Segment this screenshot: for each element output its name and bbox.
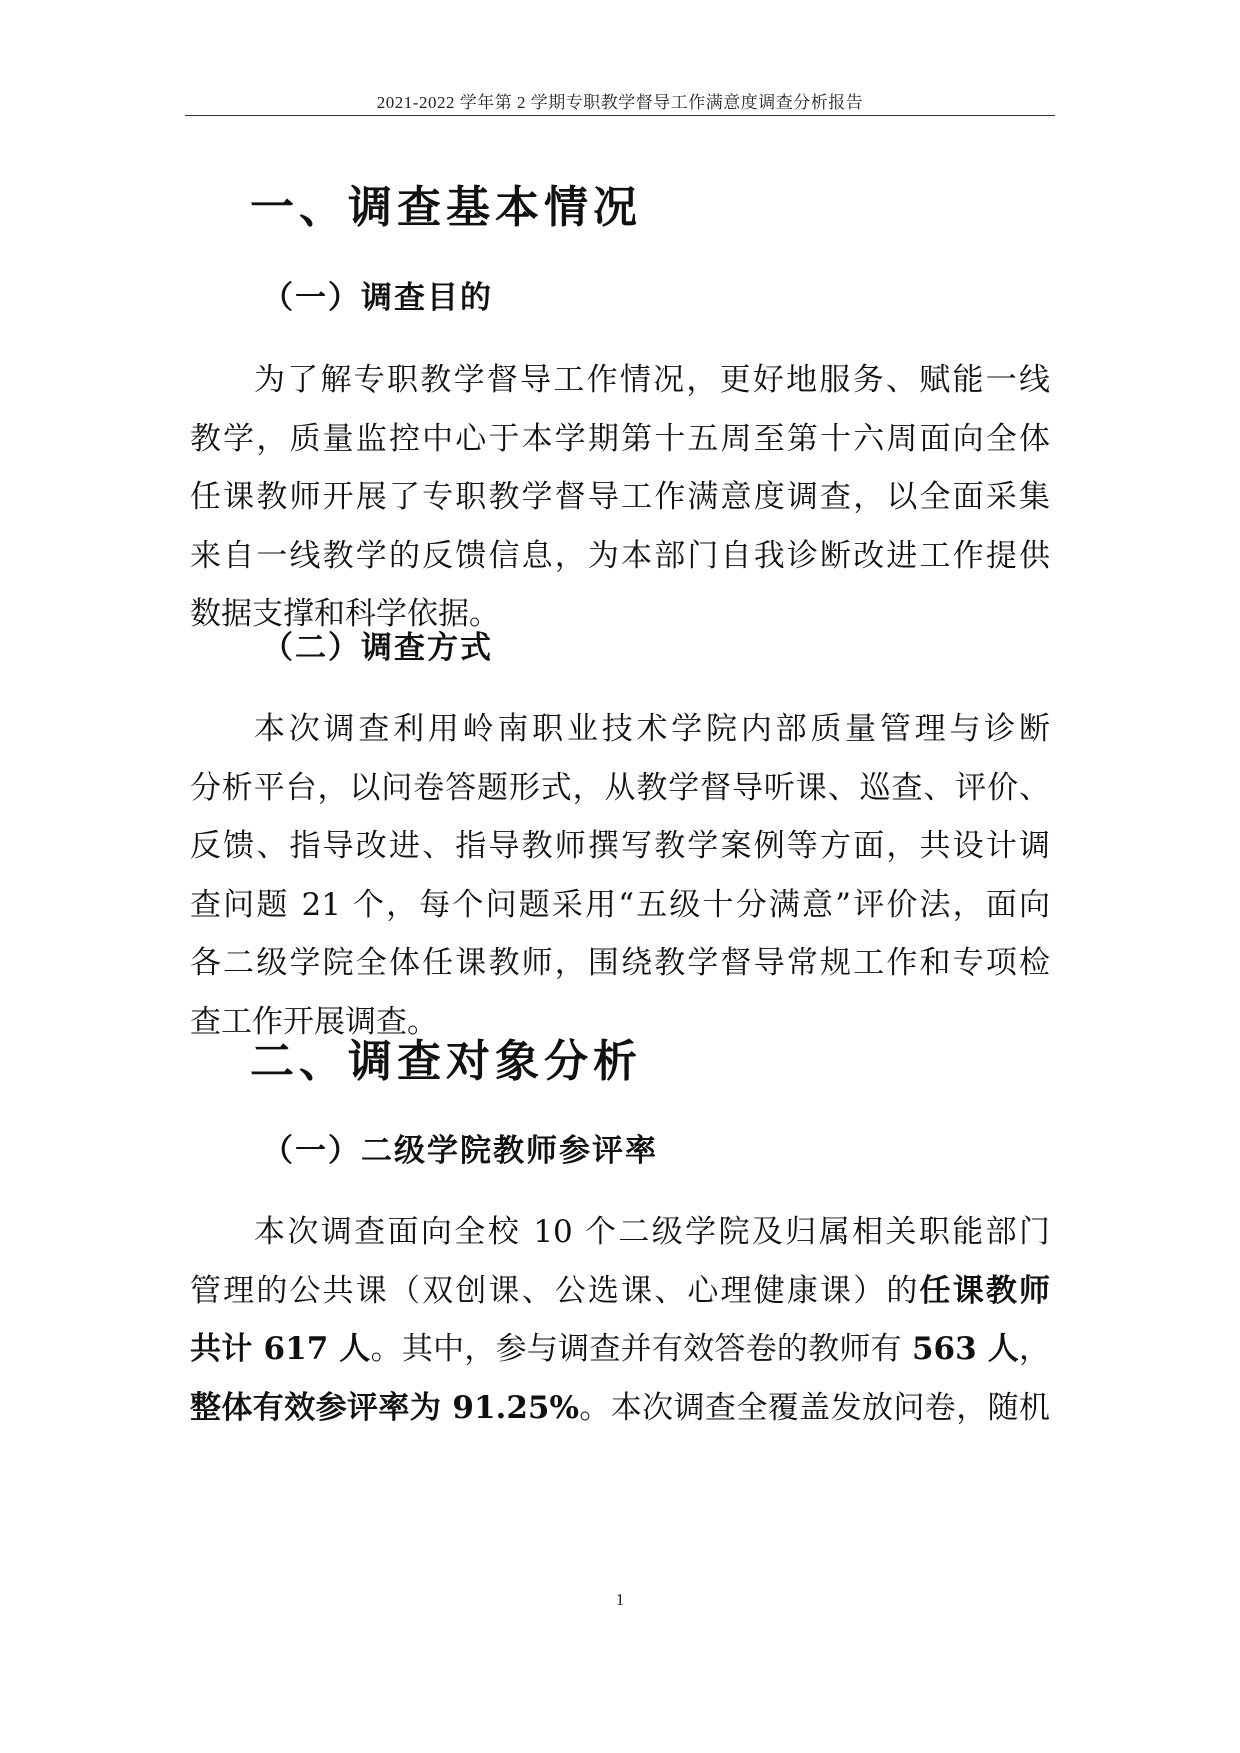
- paragraph-line: 分析平台，以问卷答题形式，从教学督导听课、巡查、评价、: [190, 769, 1050, 806]
- paragraph-participation: [190, 1203, 1050, 1437]
- bold-text-run: 563 人: [911, 1331, 1019, 1367]
- paragraph-line: 本次调查面向全校 10 个二级学院及归属相关职能部门: [254, 1214, 1050, 1250]
- paragraph-line: 本次调查利用岭南职业技术学院内部质量管理与诊断: [254, 711, 1050, 747]
- bold-text-run: 整体有效参评率为 91.25%: [190, 1389, 579, 1426]
- subheading-method: （二）调查方式: [262, 630, 493, 666]
- paragraph-line: 数据支撑和科学依据。: [190, 596, 500, 632]
- paragraph-line: [190, 1262, 1050, 1321]
- paragraph-line: [190, 1379, 1050, 1438]
- bold-text-run: 共计 617 人: [190, 1331, 371, 1367]
- paragraph-line: 任课教师开展了专职教学督导工作满意度调查，以全面采集: [190, 479, 1050, 515]
- paragraph-line: [190, 1320, 1050, 1379]
- paragraph-line: 来自一线教学的反馈信息，为本部门自我诊断改进工作提供: [190, 537, 1050, 574]
- paragraph-line: 教学，质量监控中心于本学期第十五周至第十六周面向全体: [190, 420, 1050, 457]
- bold-text-run: 任课教师: [919, 1272, 1051, 1309]
- paragraph-method: [190, 700, 1050, 1051]
- paragraph-purpose: [190, 351, 1050, 644]
- paragraph-line: 各二级学院全体任课教师，围绕教学督导常规工作和专项检: [190, 945, 1050, 981]
- paragraph-line: 反馈、指导改进、指导教师撰写教学案例等方面，共设计调: [190, 828, 1050, 864]
- text-run: ，: [1019, 1331, 1050, 1367]
- subheading-purpose: （一）调查目的: [262, 280, 493, 316]
- paragraph-line: 为了解专职教学督导工作情况，更好地服务、赋能一线: [254, 362, 1050, 398]
- text-run: 管理的公共课（双创课、公选课、心理健康课）的: [190, 1272, 920, 1309]
- subheading-participation-rate: （一）二级学院教师参评率: [262, 1133, 658, 1169]
- paragraph-line: 查工作开展调查。: [190, 1003, 438, 1040]
- paragraph-line: 查问题 21 个，每个问题采用“五级十分满意”评价法，面向: [190, 886, 1050, 923]
- running-header: 2021-2022 学年第 2 学期专职教学督导工作满意度调查分析报告: [376, 93, 864, 112]
- section-heading-basic-info: 一、调查基本情况: [250, 182, 642, 233]
- text-run: 。本次调查全覆盖发放问卷，随机: [578, 1389, 1050, 1426]
- header-divider: [185, 115, 1055, 116]
- section-heading-respondents: 二、调查对象分析: [250, 1036, 642, 1087]
- page-number: 1: [615, 1590, 625, 1609]
- text-run: 。其中，参与调查并有效答卷的教师有: [370, 1331, 912, 1367]
